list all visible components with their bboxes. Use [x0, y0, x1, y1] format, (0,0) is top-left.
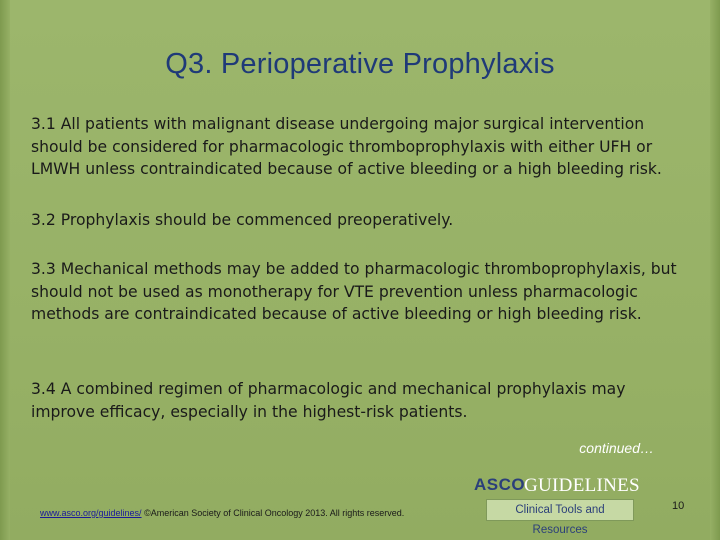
continued-label: continued…: [579, 440, 654, 456]
asco-guidelines-logo: [474, 475, 640, 536]
page-number: 10: [672, 500, 685, 512]
logo-tagline: Clinical Tools and Resources: [486, 499, 634, 521]
recommendation-3-4: 3.4 A combined regimen of pharmacologic and mechanical prophylaxis may improve efficacy, especially in the highest-risk patients.: [31, 380, 626, 421]
recommendation-3-2: 3.2 Prophylaxis should be commenced preoperatively.: [31, 211, 454, 229]
guidelines-link[interactable]: www.asco.org/guidelines/: [40, 508, 142, 518]
copyright-text: ©American Society of Clinical Oncology 2013. All rights reserved.: [141, 508, 405, 518]
slide-title: Q3. Perioperative Prophylaxis: [165, 48, 555, 80]
recommendation-3-3: 3.3 Mechanical methods may be added to pharmacologic thromboprophylaxis, but should not be used as monotherapy for VTE prevention unless pharmacologic methods are contraindicated because of active bleeding or high bleeding risk.: [31, 260, 677, 323]
logo-guidelines: GUIDELINES: [524, 475, 640, 496]
recommendation-3-1: 3.1 All patients with malignant disease undergoing major surgical intervention should be considered for pharmacologic thromboprophylaxis with either UFH or LMWH unless contraindicated because of active bleeding or a high bleeding risk.: [31, 115, 662, 178]
footer: [40, 508, 404, 518]
logo-brand: ASCO: [474, 475, 526, 494]
